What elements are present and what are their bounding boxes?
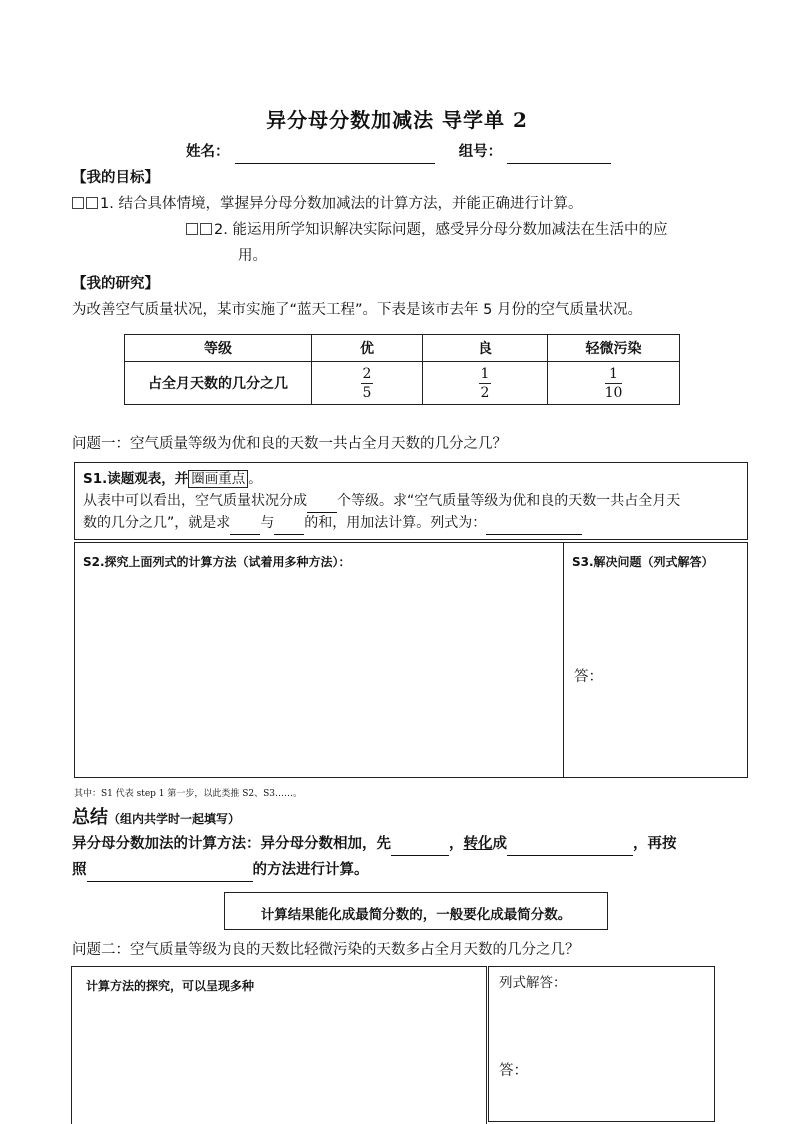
table-header: 良 [423, 335, 548, 362]
checkbox[interactable] [186, 223, 198, 235]
fraction: $\frac{1}{2}$ [480, 365, 490, 401]
summary-tip-box [224, 892, 608, 930]
blank[interactable] [391, 840, 449, 856]
question-2: 问题二：空气质量等级为良的天数比轻微污染的天数多占全月天数的几分之几？ [72, 942, 580, 958]
s3-box[interactable] [563, 542, 748, 778]
s2-label: S2.探究上面列式的计算方法（试着用多种方法）： [83, 555, 351, 569]
q2-work-label: 计算方法的探究，可以呈现多种 [86, 979, 255, 993]
group-label: 组号： [458, 144, 503, 160]
research-heading: 【我的研究】 [72, 276, 159, 292]
summary-heading [72, 803, 240, 829]
s1-box [74, 462, 748, 540]
q2-answer-label: 列式解答： [499, 975, 567, 991]
blank[interactable] [274, 520, 304, 535]
footnote: 其中：S1 代表 step 1 第一步，以此类推 S2、S3……。 [74, 789, 303, 799]
question-1: 问题一：空气质量等级为优和良的天数一共占全月天数的几分之几？ [72, 436, 507, 452]
group-field[interactable] [507, 147, 611, 164]
goal-item-2-cont: 用。 [238, 248, 267, 264]
answer-label: 答： [499, 1063, 528, 1079]
goal-item-1-text: 1. 结合具体情境，掌握异分母分数加减法的计算方法，并能正确进行计算。 [100, 196, 583, 212]
name-label: 姓名： [186, 144, 230, 160]
answer-label: 答： [574, 669, 603, 685]
summary-line-1: 异分母分数加法的计算方法：异分母分数相加，先 ，转化成 ，再按 [72, 832, 677, 856]
summary-tip: 计算结果能化成最简分数的，一般要化成最简分数。 [260, 907, 572, 923]
summary-line-2: 照 的方法进行计算。 [72, 858, 369, 882]
goals-heading: 【我的目标】 [72, 170, 159, 186]
goal-item-1 [72, 192, 582, 216]
s1-line1: S1.读题观表，并 圈画重点 。 [83, 471, 262, 487]
s1-line2: 从表中可以看出，空气质量状况分成 个等级。求“空气质量等级为优和良的天数一共占全月天 [83, 489, 680, 513]
page-title: 异分母分数加减法 导学单 2 [266, 108, 528, 132]
fraction: $\frac{1}{10}$ [604, 365, 623, 401]
name-row [186, 140, 611, 164]
table-header: 等级 [125, 335, 312, 362]
name-field[interactable] [235, 147, 435, 164]
blank[interactable] [87, 866, 253, 882]
table-row [125, 362, 680, 405]
table-cell [548, 362, 680, 405]
goal-item-2 [186, 218, 726, 242]
summary-title: 总结 [72, 807, 108, 828]
blank[interactable] [230, 520, 260, 535]
s1-highlight: 圈画重点 [188, 470, 248, 488]
equation-blank[interactable] [486, 520, 582, 535]
checkbox[interactable] [86, 197, 98, 209]
research-intro: 为改善空气质量状况，某市实施了“蓝天工程”。下表是该市去年 5 月份的空气质量状况。 [72, 302, 642, 318]
q2-work-box[interactable] [71, 966, 487, 1124]
table-header: 优 [312, 335, 423, 362]
table-header: 轻微污染 [548, 335, 680, 362]
row-label: 占全月天数的几分之几 [125, 362, 312, 405]
goal-item-2-text: 2. 能运用所学知识解决实际问题，感受异分母分数加减法在生活中的应 [214, 222, 668, 238]
air-quality-table [124, 334, 680, 405]
fraction: $\frac{2}{5}$ [362, 365, 372, 401]
table-header-row [125, 335, 680, 362]
q2-answer-box[interactable] [488, 966, 715, 1122]
summary-subtitle: （组内共学时一起填写） [108, 812, 241, 826]
table-cell [423, 362, 548, 405]
blank[interactable] [507, 840, 633, 856]
s3-label: S3.解决问题（列式解答） [572, 555, 714, 569]
s2-box[interactable] [74, 542, 564, 778]
s1-label: S1.读题观表，并 [83, 471, 189, 487]
checkbox[interactable] [72, 197, 84, 209]
s1-line3: 数的几分之几”，就是求 与 的和，用加法计算。列式为： [83, 511, 582, 535]
checkbox[interactable] [200, 223, 212, 235]
table-cell [312, 362, 423, 405]
